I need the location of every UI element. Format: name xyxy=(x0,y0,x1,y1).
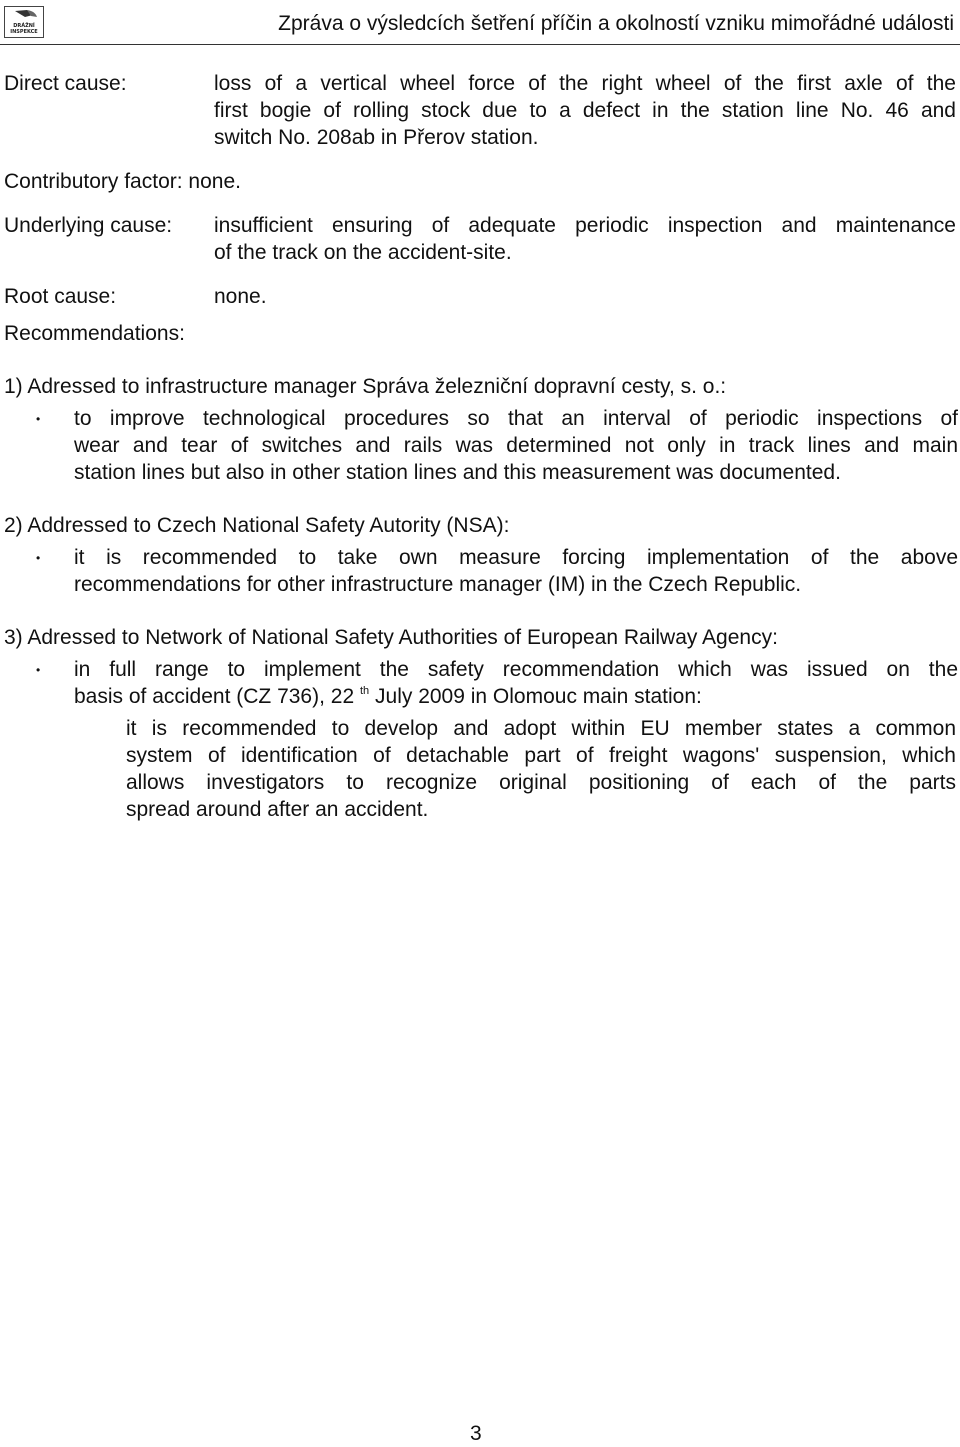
root-cause-section xyxy=(4,283,956,311)
recommendation-2-text xyxy=(74,544,958,598)
underlying-cause-line: insufficient ensuring of adequate periodic inspection and maintenance xyxy=(214,214,956,237)
recommendation-3-line-pre: basis of accident (CZ 736), 22 xyxy=(74,685,355,708)
recommendation-3-line xyxy=(74,683,958,710)
page-header xyxy=(0,0,960,45)
svg-text:INSPEKCE: INSPEKCE xyxy=(10,29,38,35)
underlying-cause-label: Underlying cause: xyxy=(4,214,173,237)
recommendation-3-line: in full range to implement the safety recommendation which was issued on the xyxy=(74,658,958,681)
recommendations-label: Recommendations: xyxy=(4,322,185,345)
underlying-cause-line: of the track on the accident-site. xyxy=(214,241,512,264)
bullet-icon: • xyxy=(36,663,41,677)
recommendation-3-quote-line: spread around after an accident. xyxy=(126,798,429,821)
bullet-icon: • xyxy=(36,412,41,426)
recommendation-1-text xyxy=(74,405,958,486)
recommendation-1-line: to improve technological procedures so that an interval of periodic inspections of xyxy=(74,407,958,430)
recommendation-3-text xyxy=(74,656,958,710)
recommendation-3-heading: 3) Adressed to Network of National Safety Authorities of European Railway Agency: xyxy=(4,626,778,649)
bullet-icon: • xyxy=(36,551,41,565)
direct-cause-line: loss of a vertical wheel force of the right wheel of the first axle of the xyxy=(214,72,956,95)
direct-cause-section xyxy=(4,70,956,154)
recommendation-2-line: it is recommended to take own measure forcing implementation of the above xyxy=(74,546,958,569)
document-title: Zpráva o výsledcích šetření příčin a okolností vzniku mimořádné události xyxy=(278,12,954,35)
direct-cause-label: Direct cause: xyxy=(4,72,127,95)
underlying-cause-section xyxy=(4,212,956,268)
recommendations-section xyxy=(4,320,956,348)
recommendation-2-heading: 2) Addressed to Czech National Safety Autority (NSA): xyxy=(4,514,510,537)
direct-cause-value xyxy=(214,70,956,151)
direct-cause-line: first bogie of rolling stock due to a defect in the station line No. 46 and xyxy=(214,99,956,122)
root-cause-value: none. xyxy=(214,285,267,308)
recommendation-3-line-post: July 2009 in Olomouc main station: xyxy=(375,685,702,708)
page-number: 3 xyxy=(470,1422,482,1445)
drazni-inspekce-logo xyxy=(4,6,44,38)
contributory-factor-section xyxy=(4,168,956,196)
recommendation-3-quote xyxy=(126,715,956,823)
direct-cause-line: switch No. 208ab in Přerov station. xyxy=(214,126,539,149)
recommendation-1-line: wear and tear of switches and rails was determined not only in track lines and main xyxy=(74,434,958,457)
root-cause-label: Root cause: xyxy=(4,285,117,308)
recommendation-3-quote-line: allows investigators to recognize original positioning of each of the parts xyxy=(126,771,956,794)
svg-text:DRÁŽNÍ: DRÁŽNÍ xyxy=(13,23,35,29)
underlying-cause-value xyxy=(214,212,956,266)
contributory-factor-text: Contributory factor: none. xyxy=(4,170,241,193)
logo-emblem-icon xyxy=(5,7,43,37)
recommendation-2-line: recommendations for other infrastructure manager (IM) in the Czech Republic. xyxy=(74,573,802,596)
recommendation-3-quote-line: it is recommended to develop and adopt within EU member states a common xyxy=(126,717,956,740)
recommendation-1-heading: 1) Adressed to infrastructure manager Správa železniční dopravní cesty, s. o.: xyxy=(4,375,727,398)
recommendation-1-line: station lines but also in other station lines and this measurement was documented. xyxy=(74,461,841,484)
recommendation-3-quote-line: system of identification of detachable part of freight wagons' suspension, which xyxy=(126,744,956,767)
date-ordinal-suffix: th xyxy=(359,685,370,697)
